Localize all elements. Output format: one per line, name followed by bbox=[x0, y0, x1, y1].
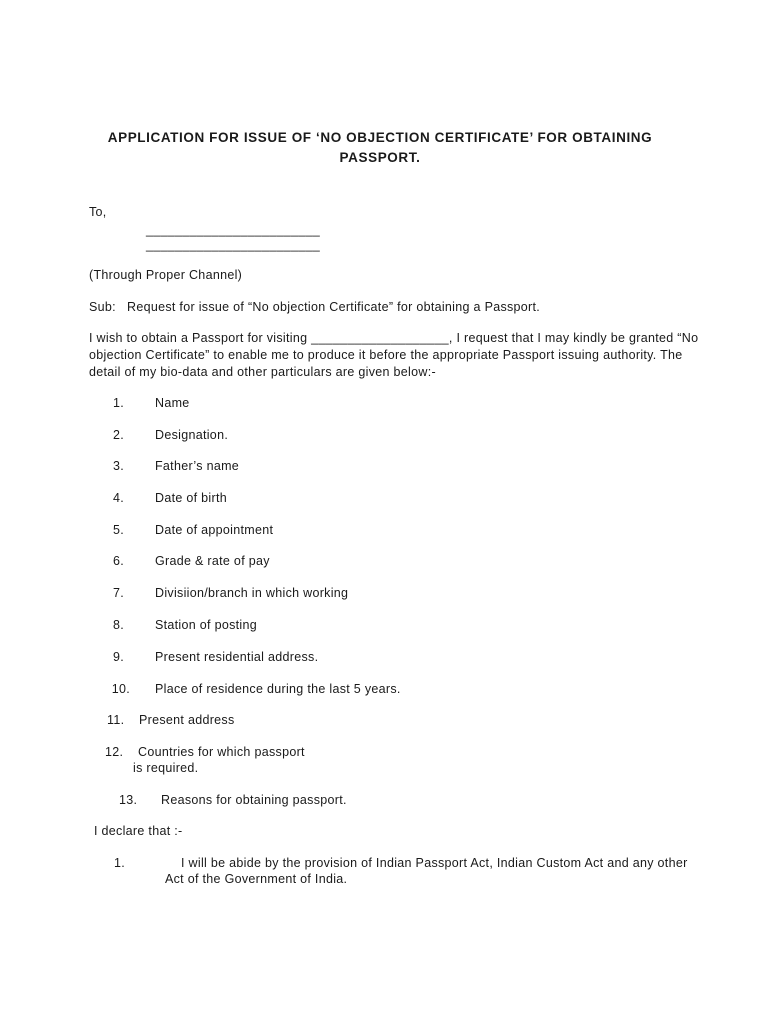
item-number: 11. bbox=[107, 713, 125, 727]
document-title bbox=[60, 128, 700, 168]
addressee-blank-2: ________________________ bbox=[146, 238, 321, 252]
item-label-residence-last-5-years: Place of residence during the last 5 years. bbox=[155, 682, 401, 696]
title-line-1: APPLICATION FOR ISSUE OF ‘NO OBJECTION CERTIFICATE’ FOR OBTAINING bbox=[107, 130, 653, 145]
item-label-countries-line-2: is required. bbox=[133, 761, 199, 775]
item-label-station: Station of posting bbox=[155, 618, 257, 632]
declaration-item-number: 1. bbox=[114, 856, 126, 870]
item-label-residential-address: Present residential address. bbox=[155, 650, 319, 664]
body-paragraph bbox=[89, 330, 699, 381]
item-number: 9. bbox=[112, 650, 124, 664]
item-number: 8. bbox=[112, 618, 124, 632]
body-line-1: I wish to obtain a Passport for visiting ___________________, I request that I may kindly be granted “No bbox=[89, 331, 699, 345]
body-line-3: detail of my bio-data and other particulars are given below:- bbox=[89, 365, 436, 379]
item-number: 3. bbox=[112, 459, 124, 473]
item-label-date-of-birth: Date of birth bbox=[155, 491, 227, 505]
item-label-grade-pay: Grade & rate of pay bbox=[155, 554, 270, 568]
item-number: 13. bbox=[119, 793, 138, 807]
addressee-to: To, bbox=[89, 205, 107, 219]
addressee-blank-1: ________________________ bbox=[146, 223, 321, 237]
item-label-countries: Countries for which passport bbox=[138, 745, 305, 759]
title-line-2: PASSPORT. bbox=[339, 150, 421, 165]
item-number: 1. bbox=[112, 396, 124, 410]
item-label-present-address: Present address bbox=[139, 713, 235, 727]
item-number: 4. bbox=[112, 491, 124, 505]
item-number: 10. bbox=[111, 682, 130, 696]
item-label-date-of-appointment: Date of appointment bbox=[155, 523, 274, 537]
item-number: 6. bbox=[112, 554, 124, 568]
declaration-item-line-1: I will be abide by the provision of Indian Passport Act, Indian Custom Act and any other bbox=[181, 856, 688, 870]
item-label-name: Name bbox=[155, 396, 190, 410]
item-label-reasons: Reasons for obtaining passport. bbox=[161, 793, 347, 807]
body-line-2: objection Certificate” to enable me to produce it before the appropriate Passport issuing authority. The bbox=[89, 348, 683, 362]
declaration-item-line-2: Act of the Government of India. bbox=[165, 872, 348, 886]
item-label-division-branch: Divisiion/branch in which working bbox=[155, 586, 349, 600]
item-number: 12. bbox=[105, 745, 124, 759]
item-number: 5. bbox=[112, 523, 124, 537]
through-proper-channel: (Through Proper Channel) bbox=[89, 268, 243, 282]
item-label-fathers-name: Father’s name bbox=[155, 459, 240, 473]
item-label-designation: Designation. bbox=[155, 428, 229, 442]
subject-text: Request for issue of “No objection Certificate” for obtaining a Passport. bbox=[127, 300, 541, 314]
item-number: 7. bbox=[112, 586, 124, 600]
subject-label: Sub: bbox=[89, 300, 116, 314]
item-number: 2. bbox=[112, 428, 124, 442]
declaration-intro: I declare that :- bbox=[94, 824, 183, 838]
